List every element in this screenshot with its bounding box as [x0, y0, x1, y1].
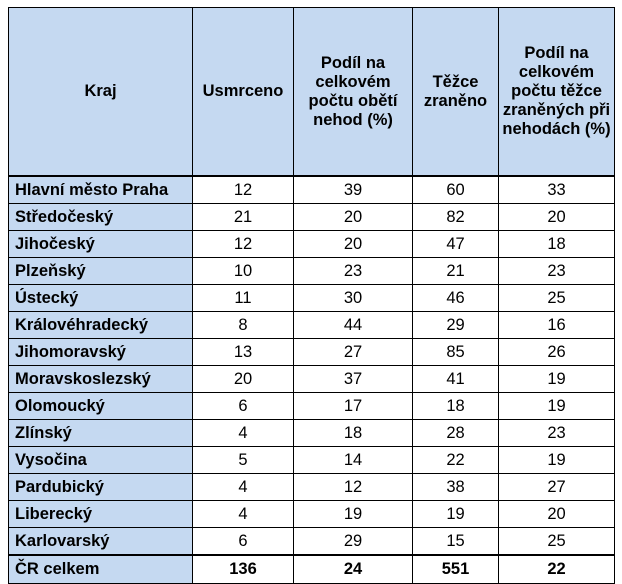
cell-tezce-zraneno: 47 — [413, 231, 499, 258]
cell-podil-obeti: 44 — [294, 312, 413, 339]
table-row — [9, 474, 615, 501]
cell-kraj: Ústecký — [9, 285, 193, 312]
header-usmrceno: Usmrceno — [193, 8, 294, 177]
cell-usmrceno: 8 — [193, 312, 294, 339]
cell-podil-zranenych: 26 — [499, 339, 615, 366]
cell-kraj: Jihočeský — [9, 231, 193, 258]
cell-podil-zranenych: 20 — [499, 204, 615, 231]
cell-kraj: Olomoucký — [9, 393, 193, 420]
cell-podil-obeti: 29 — [294, 528, 413, 556]
table-row — [9, 393, 615, 420]
cell-usmrceno: 20 — [193, 366, 294, 393]
cell-podil-zranenych: 27 — [499, 474, 615, 501]
cell-kraj: Moravskoslezský — [9, 366, 193, 393]
header-podil-obeti: Podíl na celkovém počtu obětí nehod (%) — [294, 8, 413, 177]
table-row — [9, 501, 615, 528]
cell-tezce-zraneno: 18 — [413, 393, 499, 420]
cell-podil-zranenych: 18 — [499, 231, 615, 258]
cell-usmrceno: 4 — [193, 501, 294, 528]
cell-kraj: Pardubický — [9, 474, 193, 501]
cell-usmrceno: 6 — [193, 528, 294, 556]
header-podil-zranenych: Podíl na celkovém počtu těžce zraněných při nehodách (%) — [499, 8, 615, 177]
cell-podil-zranenych: 25 — [499, 285, 615, 312]
cell-podil-obeti: 14 — [294, 447, 413, 474]
cell-podil-zranenych: 19 — [499, 393, 615, 420]
header-kraj: Kraj — [9, 8, 193, 177]
cell-kraj: Karlovarský — [9, 528, 193, 556]
cell-usmrceno: 11 — [193, 285, 294, 312]
table-row — [9, 420, 615, 447]
cell-podil-obeti: 19 — [294, 501, 413, 528]
cell-podil-obeti: 20 — [294, 204, 413, 231]
header-row — [9, 8, 615, 177]
cell-kraj: Jihomoravský — [9, 339, 193, 366]
cell-kraj: Plzeňský — [9, 258, 193, 285]
cell-podil-obeti: 39 — [294, 176, 413, 204]
cell-tezce-zraneno: 82 — [413, 204, 499, 231]
table-row — [9, 447, 615, 474]
cell-podil-zranenych: 16 — [499, 312, 615, 339]
total-label: ČR celkem — [9, 555, 193, 584]
cell-usmrceno: 12 — [193, 176, 294, 204]
table-header — [9, 8, 615, 177]
cell-podil-obeti: 27 — [294, 339, 413, 366]
cell-podil-obeti: 37 — [294, 366, 413, 393]
cell-podil-obeti: 12 — [294, 474, 413, 501]
header-tezce-zraneno: Těžce zraněno — [413, 8, 499, 177]
cell-usmrceno: 4 — [193, 474, 294, 501]
cell-kraj: Vysočina — [9, 447, 193, 474]
table-row — [9, 258, 615, 285]
table-row — [9, 285, 615, 312]
cell-kraj: Středočeský — [9, 204, 193, 231]
cell-usmrceno: 21 — [193, 204, 294, 231]
cell-tezce-zraneno: 29 — [413, 312, 499, 339]
cell-tezce-zraneno: 46 — [413, 285, 499, 312]
table-row — [9, 176, 615, 204]
cell-podil-zranenych: 19 — [499, 447, 615, 474]
table-footer — [9, 555, 615, 584]
cell-podil-zranenych: 25 — [499, 528, 615, 556]
cell-podil-zranenych: 19 — [499, 366, 615, 393]
cell-podil-obeti: 23 — [294, 258, 413, 285]
cell-usmrceno: 10 — [193, 258, 294, 285]
cell-tezce-zraneno: 22 — [413, 447, 499, 474]
cell-tezce-zraneno: 19 — [413, 501, 499, 528]
cell-podil-obeti: 18 — [294, 420, 413, 447]
table-row — [9, 366, 615, 393]
total-podil-obeti: 24 — [294, 555, 413, 584]
cell-podil-obeti: 17 — [294, 393, 413, 420]
cell-tezce-zraneno: 28 — [413, 420, 499, 447]
cell-tezce-zraneno: 38 — [413, 474, 499, 501]
cell-tezce-zraneno: 41 — [413, 366, 499, 393]
accident-statistics-table — [8, 7, 615, 584]
cell-podil-zranenych: 33 — [499, 176, 615, 204]
cell-usmrceno: 13 — [193, 339, 294, 366]
table-row — [9, 528, 615, 556]
cell-usmrceno: 4 — [193, 420, 294, 447]
table-row — [9, 339, 615, 366]
cell-kraj: Královéhradecký — [9, 312, 193, 339]
cell-podil-zranenych: 20 — [499, 501, 615, 528]
table-row — [9, 312, 615, 339]
cell-podil-obeti: 20 — [294, 231, 413, 258]
cell-kraj: Hlavní město Praha — [9, 176, 193, 204]
table-row — [9, 231, 615, 258]
cell-usmrceno: 5 — [193, 447, 294, 474]
cell-tezce-zraneno: 85 — [413, 339, 499, 366]
cell-podil-obeti: 30 — [294, 285, 413, 312]
cell-usmrceno: 6 — [193, 393, 294, 420]
cell-podil-zranenych: 23 — [499, 420, 615, 447]
cell-tezce-zraneno: 21 — [413, 258, 499, 285]
cell-kraj: Zlínský — [9, 420, 193, 447]
cell-podil-zranenych: 23 — [499, 258, 615, 285]
total-usmrceno: 136 — [193, 555, 294, 584]
table-body — [9, 176, 615, 555]
cell-tezce-zraneno: 60 — [413, 176, 499, 204]
total-tezce-zraneno: 551 — [413, 555, 499, 584]
table-row — [9, 204, 615, 231]
cell-tezce-zraneno: 15 — [413, 528, 499, 556]
cell-usmrceno: 12 — [193, 231, 294, 258]
total-podil-zranenych: 22 — [499, 555, 615, 584]
total-row — [9, 555, 615, 584]
cell-kraj: Liberecký — [9, 501, 193, 528]
